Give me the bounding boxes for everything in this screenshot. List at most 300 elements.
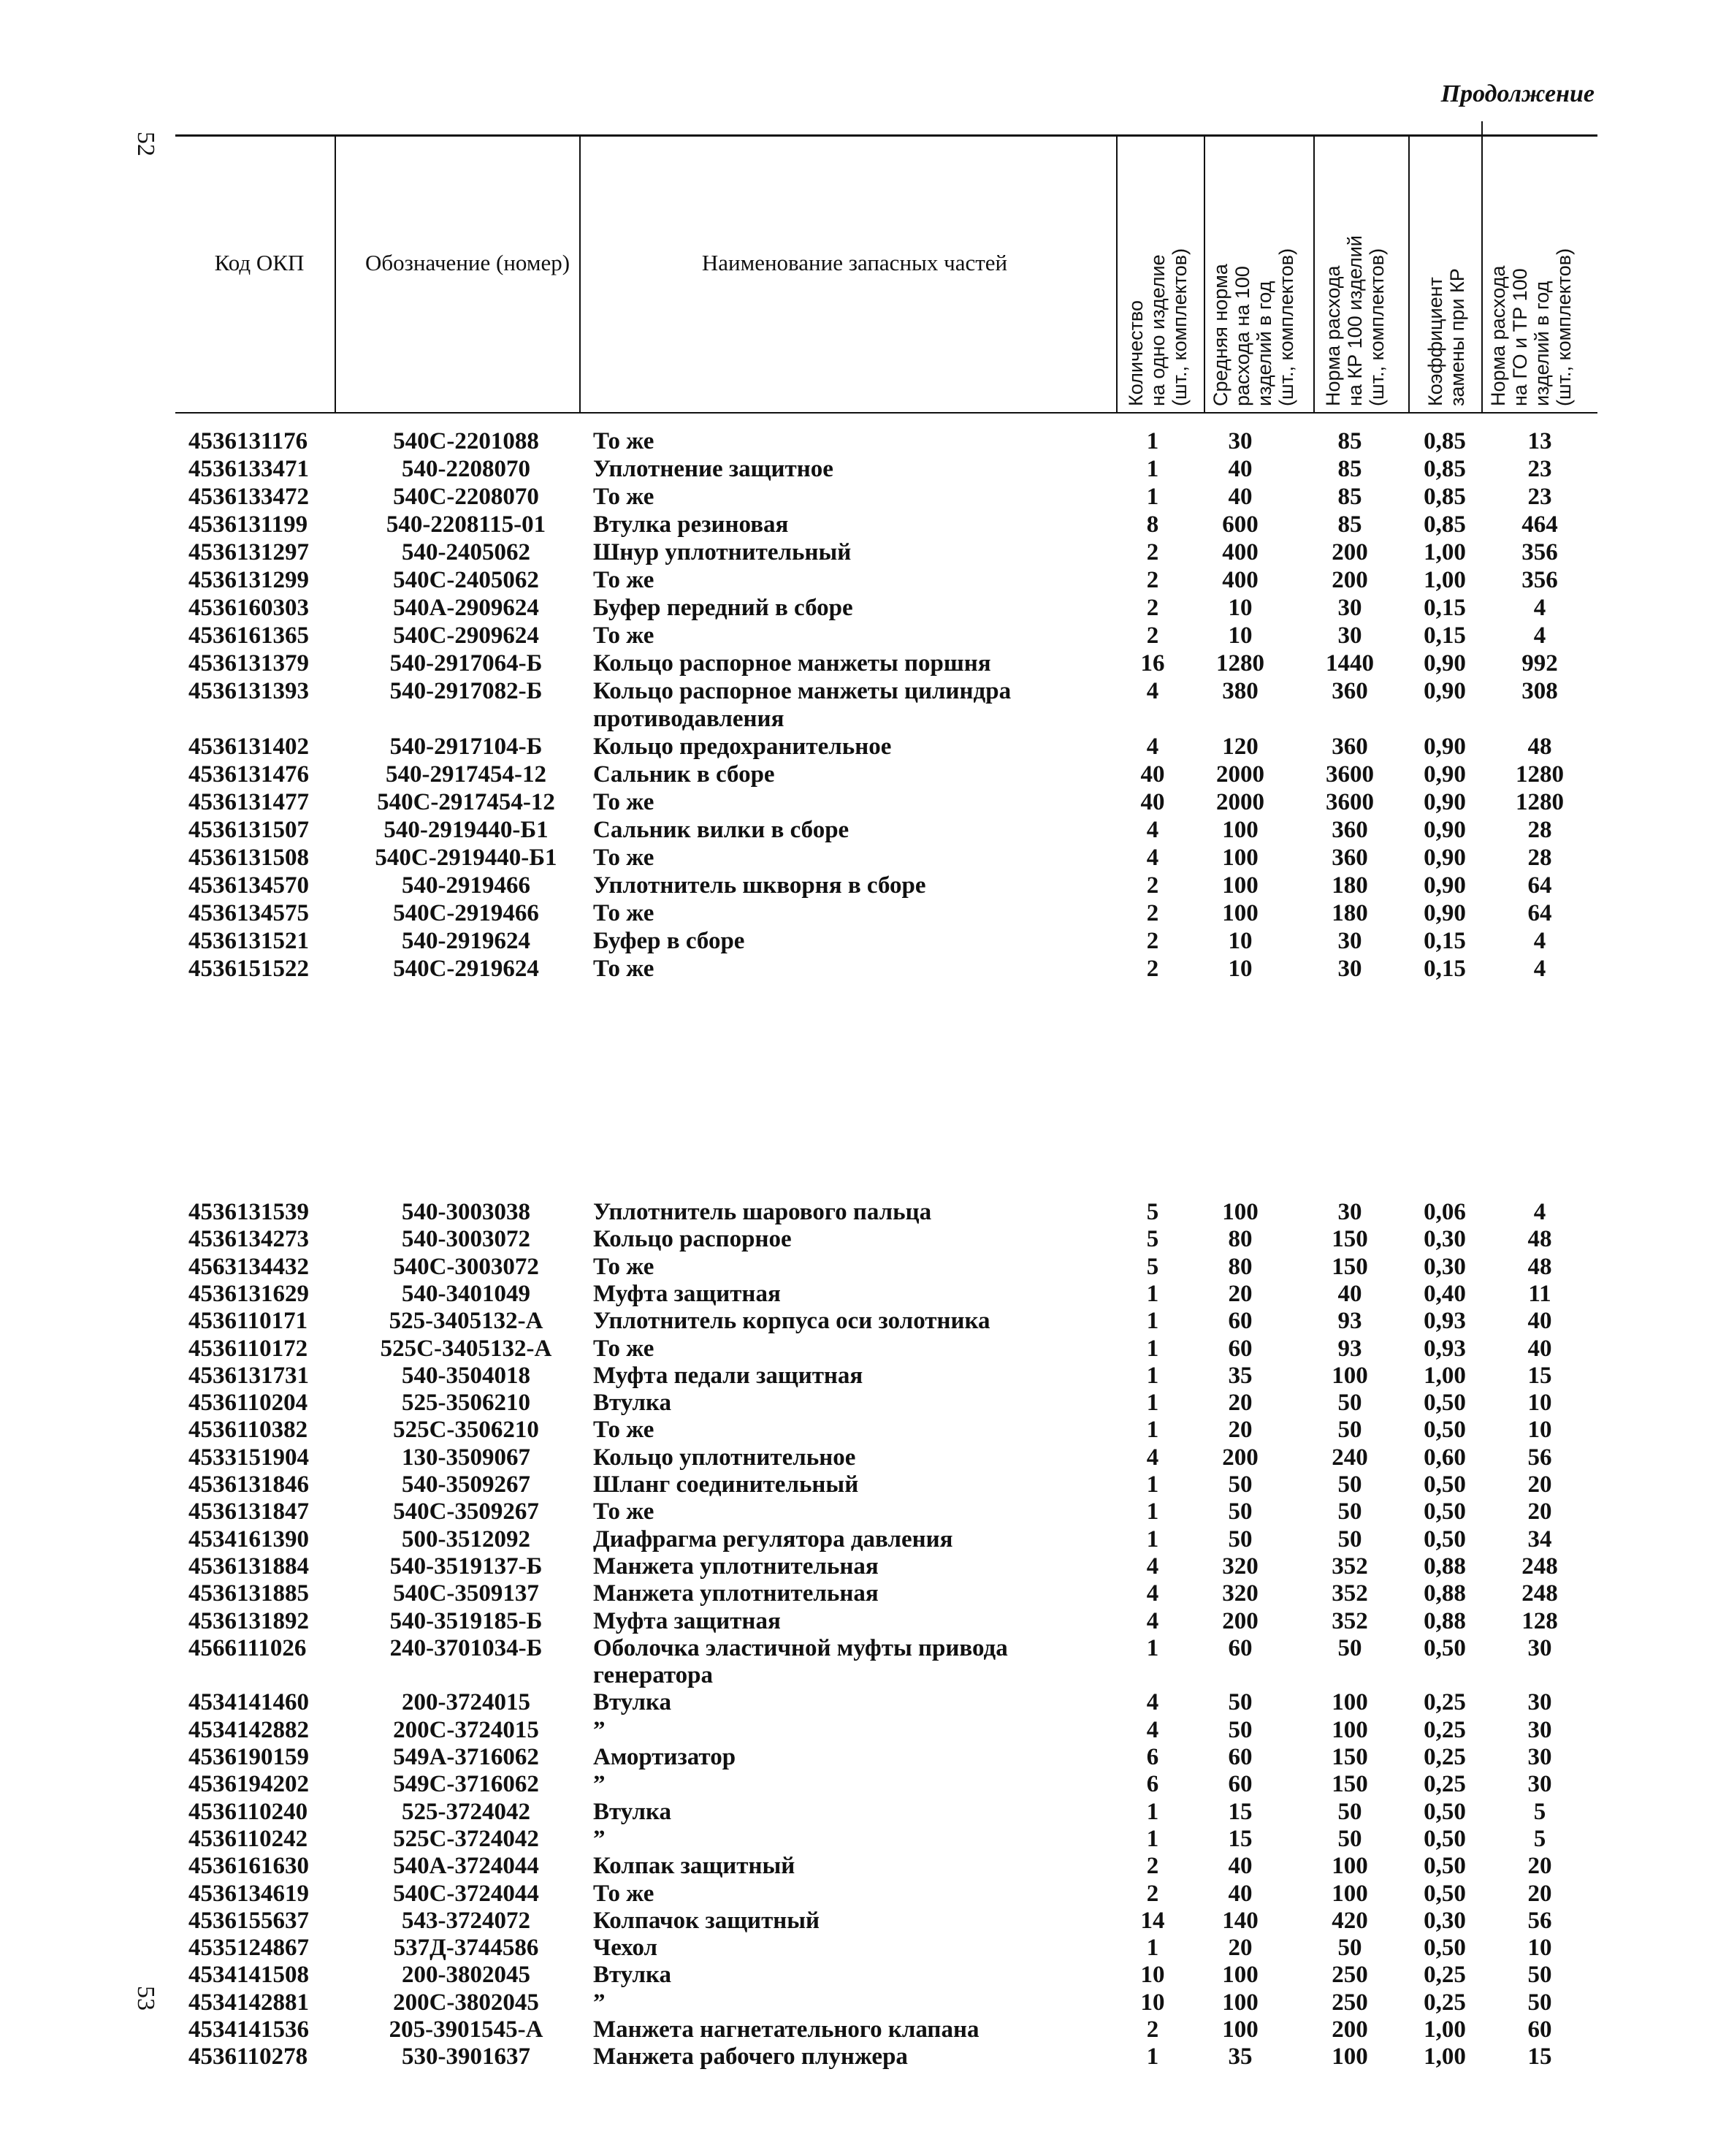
cell-k: 0,50 — [1424, 1798, 1466, 1825]
cell-k: 0,90 — [1424, 761, 1466, 788]
cell-a: 50 — [1228, 1689, 1253, 1716]
cell-a: 15 — [1228, 1825, 1253, 1852]
cell-b: 200 — [1332, 2016, 1368, 2043]
cell-g: 15 — [1527, 2043, 1552, 2071]
cell-name: Диафрагма регулятора давления — [593, 1525, 953, 1553]
cell-name: Шланг соединительный — [593, 1471, 859, 1498]
table-row — [0, 1307, 1726, 1335]
cell-a: 200 — [1222, 1607, 1259, 1634]
cell-b: 100 — [1332, 1853, 1368, 1880]
cell-name: Уплотнитель корпуса оси золотника — [593, 1308, 990, 1335]
cell-k: 0,25 — [1424, 1989, 1466, 2016]
table-row — [0, 1580, 1726, 1607]
cell-des: 525С-3506210 — [393, 1417, 539, 1444]
cell-k: 0,60 — [1424, 1444, 1466, 1471]
cell-code: 4536131297 — [188, 539, 309, 565]
table-row — [0, 1961, 1726, 1989]
table-row — [0, 483, 1726, 511]
table-row — [0, 2043, 1726, 2071]
cell-a: 100 — [1222, 900, 1259, 926]
cell-code: 4536151522 — [188, 956, 309, 982]
cell-b: 85 — [1337, 484, 1362, 510]
cell-b: 180 — [1332, 872, 1368, 899]
cell-name: Оболочка эластичной муфты привода — [593, 1634, 1008, 1661]
cell-a: 140 — [1222, 1907, 1259, 1934]
cell-g: 23 — [1527, 456, 1552, 482]
cell-a: 100 — [1222, 1962, 1259, 1989]
cell-code: 4536131521 — [188, 928, 309, 954]
continuation-label: Продолжение — [1440, 80, 1595, 107]
cell-k: 0,50 — [1424, 1525, 1466, 1553]
cell-q: 4 — [1146, 845, 1159, 871]
cell-code: 4536161630 — [188, 1853, 309, 1880]
cell-des: 540-2405062 — [402, 539, 530, 565]
cell-des: 540С-2405062 — [393, 567, 539, 593]
cell-b: 240 — [1332, 1444, 1368, 1471]
cell-b: 93 — [1337, 1308, 1362, 1335]
cell-a: 40 — [1228, 484, 1253, 510]
cell-k: 0,50 — [1424, 1498, 1466, 1525]
cell-q: 2 — [1146, 567, 1159, 593]
cell-code: 4536131847 — [188, 1498, 309, 1525]
cell-q: 8 — [1146, 511, 1159, 538]
cell-name: Втулка — [593, 1962, 671, 1989]
cell-k: 0,50 — [1424, 1935, 1466, 1962]
cell-k: 0,90 — [1424, 789, 1466, 815]
cell-k: 0,90 — [1424, 872, 1466, 899]
cell-a: 100 — [1222, 2016, 1259, 2043]
cell-des: 540-2917082-Б — [389, 678, 543, 704]
cell-q: 14 — [1140, 1907, 1165, 1934]
cell-a: 60 — [1228, 1634, 1253, 1661]
cell-code: 4534141460 — [188, 1689, 309, 1716]
cell-k: 0,50 — [1424, 1417, 1466, 1444]
cell-g: 28 — [1527, 845, 1552, 871]
cell-a: 120 — [1222, 734, 1259, 760]
cell-a: 50 — [1228, 1716, 1253, 1743]
cell-code: 4536131539 — [188, 1199, 309, 1225]
table-row — [0, 1253, 1726, 1281]
cell-k: 0,85 — [1424, 484, 1466, 510]
cell-g: 1280 — [1516, 789, 1564, 815]
table-row — [0, 927, 1726, 955]
cell-q: 2 — [1146, 1880, 1159, 1907]
cell-code: 4536131846 — [188, 1471, 309, 1498]
cell-b: 420 — [1332, 1907, 1368, 1934]
cell-q: 4 — [1146, 734, 1159, 760]
cell-code: 4536134619 — [188, 1880, 309, 1907]
cell-des: 540-3003072 — [402, 1226, 530, 1253]
cell-g: 30 — [1527, 1716, 1552, 1743]
table-row — [0, 1716, 1726, 1744]
cell-g: 1280 — [1516, 761, 1564, 788]
cell-a: 320 — [1222, 1580, 1259, 1607]
header-code: Код ОКП — [214, 250, 305, 275]
cell-q: 1 — [1146, 1525, 1159, 1553]
cell-name: Шнур уплотнительный — [593, 539, 852, 565]
cell-code: 4563134432 — [188, 1253, 309, 1280]
cell-b: 352 — [1332, 1580, 1368, 1607]
table-row — [0, 1198, 1726, 1226]
cell-a: 10 — [1228, 928, 1253, 954]
cell-name: Кольцо распорное — [593, 1226, 792, 1253]
table-row — [0, 1553, 1726, 1580]
cell-code: 4533151904 — [188, 1444, 309, 1471]
cell-g: 56 — [1527, 1444, 1552, 1471]
cell-q: 16 — [1140, 650, 1165, 677]
cell-b: 50 — [1337, 1935, 1362, 1962]
cell-des: 130-3509067 — [402, 1444, 530, 1471]
cell-b: 50 — [1337, 1498, 1362, 1525]
cell-b: 150 — [1332, 1253, 1368, 1280]
cell-name: ” — [593, 1989, 606, 2016]
cell-name: То же — [593, 845, 654, 871]
cell-name: То же — [593, 1417, 654, 1444]
cell-des: 540С-3509137 — [393, 1580, 539, 1607]
cell-des: 200С-3802045 — [393, 1989, 539, 2016]
cell-k: 0,50 — [1424, 1471, 1466, 1498]
cell-b: 352 — [1332, 1607, 1368, 1634]
cell-name: То же — [593, 1335, 654, 1362]
cell-k: 0,90 — [1424, 678, 1466, 704]
cell-b: 100 — [1332, 1689, 1368, 1716]
cell-k: 0,88 — [1424, 1580, 1466, 1607]
cell-a: 10 — [1228, 956, 1253, 982]
cell-des: 540А-3724044 — [393, 1853, 539, 1880]
cell-des: 540-2917064-Б — [389, 650, 543, 677]
cell-code: 4536131379 — [188, 650, 309, 677]
cell-name: Втулка — [593, 1390, 671, 1417]
table-row — [0, 1444, 1726, 1471]
cell-b: 50 — [1337, 1417, 1362, 1444]
cell-des: 525С-3405132-А — [380, 1335, 552, 1362]
cell-code: 4536131629 — [188, 1280, 309, 1307]
table-row — [0, 427, 1726, 455]
cell-g: 56 — [1527, 1907, 1552, 1934]
table-row — [0, 955, 1726, 983]
header-qty: Количество на одно изделие (шт., комплектов) — [1125, 248, 1191, 406]
cell-a: 100 — [1222, 845, 1259, 871]
cell-des: 540С-2917454-12 — [377, 789, 555, 815]
cell-name: Амортизатор — [593, 1744, 736, 1770]
cell-a: 50 — [1228, 1525, 1253, 1553]
cell-name: То же — [593, 900, 654, 926]
cell-des: 549А-3716062 — [393, 1744, 539, 1770]
cell-name: Кольцо уплотнительное — [593, 1444, 856, 1471]
cell-des: 540С-3509267 — [393, 1498, 539, 1525]
cell-code: 4536110204 — [188, 1390, 308, 1417]
table-row — [0, 1743, 1726, 1771]
cell-q: 1 — [1146, 484, 1159, 510]
header-kr: Норма расхода на КР 100 изделий (шт., комплектов) — [1322, 235, 1388, 406]
cell-b: 50 — [1337, 1471, 1362, 1498]
table-row — [0, 594, 1726, 622]
cell-k: 0,25 — [1424, 1744, 1466, 1770]
cell-name: Кольцо распорное манжеты поршня — [593, 650, 991, 677]
table-row — [0, 1798, 1726, 1826]
cell-name: Чехол — [593, 1935, 658, 1962]
cell-k: 0,15 — [1424, 928, 1466, 954]
cell-k: 1,00 — [1424, 2016, 1466, 2043]
cell-k: 0,50 — [1424, 1634, 1466, 1661]
cell-g: 64 — [1527, 900, 1552, 926]
cell-q: 1 — [1146, 428, 1159, 454]
cell-q: 5 — [1146, 1226, 1159, 1253]
cell-name: То же — [593, 1880, 654, 1907]
cell-code: 4536110171 — [188, 1308, 308, 1335]
cell-q: 4 — [1146, 817, 1159, 843]
cell-a: 40 — [1228, 1880, 1253, 1907]
cell-a: 100 — [1222, 872, 1259, 899]
cell-code: 4536110172 — [188, 1335, 308, 1362]
cell-a: 60 — [1228, 1771, 1253, 1798]
table-row — [0, 622, 1726, 650]
cell-g: 4 — [1533, 928, 1546, 954]
cell-des: 530-3901637 — [402, 2043, 530, 2071]
cell-name: Уплотнение защитное — [593, 456, 833, 482]
cell-name: Втулка — [593, 1798, 671, 1825]
cell-q: 6 — [1146, 1744, 1159, 1770]
cell-code: 4535124867 — [188, 1935, 309, 1962]
header-avg: Средняя норма расхода на 100 изделий в год (шт., комплектов) — [1210, 248, 1297, 406]
cell-a: 600 — [1222, 511, 1259, 538]
cell-k: 0,40 — [1424, 1280, 1466, 1307]
cell-g: 30 — [1527, 1771, 1552, 1798]
cell-des: 540-2208115-01 — [386, 511, 546, 538]
cell-name: Манжета уплотнительная — [593, 1553, 879, 1580]
cell-code: 4536131402 — [188, 734, 309, 760]
table-row — [0, 1225, 1726, 1253]
cell-name: ” — [593, 1771, 606, 1798]
cell-code: 4536131507 — [188, 817, 309, 843]
cell-b: 50 — [1337, 1798, 1362, 1825]
cell-des: 200-3802045 — [402, 1962, 530, 1989]
cell-des: 540-2919624 — [402, 928, 530, 954]
cell-des: 537Д-3744586 — [393, 1935, 539, 1962]
cell-k: 0,15 — [1424, 956, 1466, 982]
cell-g: 10 — [1527, 1935, 1552, 1962]
cell-k: 0,25 — [1424, 1962, 1466, 1989]
cell-des: 540С-2919466 — [393, 900, 539, 926]
cell-g: 48 — [1527, 1226, 1552, 1253]
cell-name: Уплотнитель шарового пальца — [593, 1199, 932, 1225]
table-row — [0, 1989, 1726, 2016]
table-row — [0, 1362, 1726, 1390]
table-row — [0, 1389, 1726, 1417]
cell-k: 0,93 — [1424, 1335, 1466, 1362]
cell-b: 250 — [1332, 1989, 1368, 2016]
cell-g: 128 — [1521, 1607, 1558, 1634]
cell-q: 10 — [1140, 1989, 1165, 2016]
cell-k: 0,50 — [1424, 1853, 1466, 1880]
cell-name: То же — [593, 1498, 654, 1525]
cell-a: 380 — [1222, 678, 1259, 704]
cell-q: 1 — [1146, 1935, 1159, 1962]
cell-name: Муфта защитная — [593, 1607, 781, 1634]
cell-b: 85 — [1337, 511, 1362, 538]
cell-name: Уплотнитель шкворня в сборе — [593, 872, 926, 899]
cell-code: 4536110382 — [188, 1417, 308, 1444]
cell-q: 2 — [1146, 622, 1159, 649]
cell-k: 0,90 — [1424, 650, 1466, 677]
cell-code: 4536134575 — [188, 900, 309, 926]
cell-q: 2 — [1146, 872, 1159, 899]
cell-code: 4536161365 — [188, 622, 309, 649]
table-row — [0, 1498, 1726, 1525]
cell-a: 100 — [1222, 817, 1259, 843]
cell-b: 30 — [1337, 622, 1362, 649]
cell-q: 2 — [1146, 1853, 1159, 1880]
table-row — [0, 1825, 1726, 1853]
cell-name: Манжета нагнетательного клапана — [593, 2016, 980, 2043]
cell-g: 40 — [1527, 1308, 1552, 1335]
cell-k: 1,00 — [1424, 539, 1466, 565]
cell-g: 464 — [1521, 511, 1558, 538]
cell-q: 1 — [1146, 1335, 1159, 1362]
cell-des: 540-3519185-Б — [389, 1607, 543, 1634]
cell-des: 525-3405132-А — [389, 1308, 543, 1335]
cell-g: 20 — [1527, 1853, 1552, 1880]
cell-g: 11 — [1528, 1280, 1551, 1307]
table-row — [0, 1852, 1726, 1880]
cell-code: 4536110242 — [188, 1825, 308, 1852]
cell-a: 400 — [1222, 567, 1259, 593]
cell-q: 4 — [1146, 1580, 1159, 1607]
cell-k: 0,25 — [1424, 1771, 1466, 1798]
cell-des: 540С-2919440-Б1 — [375, 845, 557, 871]
cell-des: 540-3401049 — [402, 1280, 530, 1307]
table-row — [0, 538, 1726, 566]
cell-g: 5 — [1533, 1798, 1546, 1825]
cell-a: 2000 — [1216, 789, 1264, 815]
table-row — [0, 2016, 1726, 2043]
cell-a: 40 — [1228, 456, 1253, 482]
cell-q: 6 — [1146, 1771, 1159, 1798]
cell-name: ” — [593, 1825, 606, 1852]
cell-name: Буфер в сборе — [593, 928, 745, 954]
table-row — [0, 650, 1726, 677]
cell-q: 1 — [1146, 1471, 1159, 1498]
cell-k: 0,06 — [1424, 1199, 1466, 1225]
cell-q: 1 — [1146, 1280, 1159, 1307]
cell-g: 15 — [1527, 1362, 1552, 1389]
cell-b: 200 — [1332, 567, 1368, 593]
cell-b: 180 — [1332, 900, 1368, 926]
cell-code: 4536131299 — [188, 567, 309, 593]
cell-des: 540-3504018 — [402, 1362, 530, 1389]
cell-k: 0,50 — [1424, 1825, 1466, 1852]
cell-q: 5 — [1146, 1199, 1159, 1225]
cell-b: 200 — [1332, 539, 1368, 565]
cell-name: То же — [593, 1253, 654, 1280]
cell-code: 4536131892 — [188, 1607, 309, 1634]
cell-g: 64 — [1527, 872, 1552, 899]
table-row — [0, 1335, 1726, 1363]
table-row — [0, 1416, 1726, 1444]
page-number-top: 52 — [132, 132, 159, 156]
cell-b: 100 — [1332, 2043, 1368, 2071]
cell-name: Кольцо распорное манжеты цилиндра — [593, 678, 1012, 704]
cell-name: То же — [593, 428, 654, 454]
cell-name: Муфта педали защитная — [593, 1362, 863, 1389]
table-row — [0, 1607, 1726, 1635]
cell-g: 30 — [1527, 1689, 1552, 1716]
cell-q: 4 — [1146, 1689, 1159, 1716]
table-row — [0, 1907, 1726, 1935]
cell-b: 360 — [1332, 678, 1368, 704]
table-row — [0, 1634, 1726, 1662]
cell-b: 50 — [1337, 1390, 1362, 1417]
cell-des: 500-3512092 — [402, 1525, 530, 1553]
cell-b: 250 — [1332, 1962, 1368, 1989]
cell-name: Манжета уплотнительная — [593, 1580, 879, 1607]
cell-name: Сальник в сборе — [593, 761, 775, 788]
cell-code: 4536131884 — [188, 1553, 309, 1580]
cell-b: 50 — [1337, 1525, 1362, 1553]
table-row — [0, 899, 1726, 927]
cell-des: 525-3724042 — [402, 1798, 530, 1825]
cell-g: 50 — [1527, 1962, 1552, 1989]
cell-q: 2 — [1146, 2016, 1159, 2043]
cell-g: 20 — [1527, 1471, 1552, 1498]
cell-b: 85 — [1337, 428, 1362, 454]
cell-g: 40 — [1527, 1335, 1552, 1362]
cell-code: 4536133472 — [188, 484, 309, 510]
cell-q: 1 — [1146, 1417, 1159, 1444]
cell-des: 540С-2919624 — [393, 956, 539, 982]
cell-name: Втулка резиновая — [593, 511, 789, 538]
cell-q: 10 — [1140, 1962, 1165, 1989]
cell-k: 0,50 — [1424, 1880, 1466, 1907]
table-row — [0, 1880, 1726, 1908]
cell-a: 60 — [1228, 1308, 1253, 1335]
cell-q: 1 — [1146, 1390, 1159, 1417]
cell-k: 0,25 — [1424, 1689, 1466, 1716]
cell-g: 356 — [1521, 539, 1558, 565]
cell-g: 34 — [1527, 1525, 1552, 1553]
cell-a: 20 — [1228, 1390, 1253, 1417]
cell-b: 100 — [1332, 1362, 1368, 1389]
table-row — [0, 705, 1726, 733]
cell-g: 13 — [1527, 428, 1552, 454]
cell-code: 4536131176 — [188, 428, 308, 454]
cell-q: 1 — [1146, 1308, 1159, 1335]
cell-g: 10 — [1527, 1417, 1552, 1444]
cell-code: 4536131885 — [188, 1580, 309, 1607]
cell-a: 35 — [1228, 1362, 1253, 1389]
cell-code: 4534142881 — [188, 1989, 309, 2016]
cell-q: 1 — [1146, 1362, 1159, 1389]
cell-q: 4 — [1146, 678, 1159, 704]
cell-des: 540-3509267 — [402, 1471, 530, 1498]
cell-des: 540С-3724044 — [393, 1880, 539, 1907]
cell-a: 320 — [1222, 1553, 1259, 1580]
cell-k: 0,85 — [1424, 456, 1466, 482]
cell-b: 150 — [1332, 1226, 1368, 1253]
cell-des: 540С-3003072 — [393, 1253, 539, 1280]
cell-k: 0,90 — [1424, 900, 1466, 926]
cell-a: 40 — [1228, 1853, 1253, 1880]
cell-b: 30 — [1337, 595, 1362, 621]
cell-des: 240-3701034-Б — [389, 1634, 543, 1661]
table-row — [0, 816, 1726, 844]
cell-b: 30 — [1337, 928, 1362, 954]
cell-b: 100 — [1332, 1716, 1368, 1743]
table-row — [0, 455, 1726, 483]
table-row — [0, 1280, 1726, 1308]
cell-g: 60 — [1527, 2016, 1552, 2043]
cell-name: Кольцо предохранительное — [593, 734, 892, 760]
